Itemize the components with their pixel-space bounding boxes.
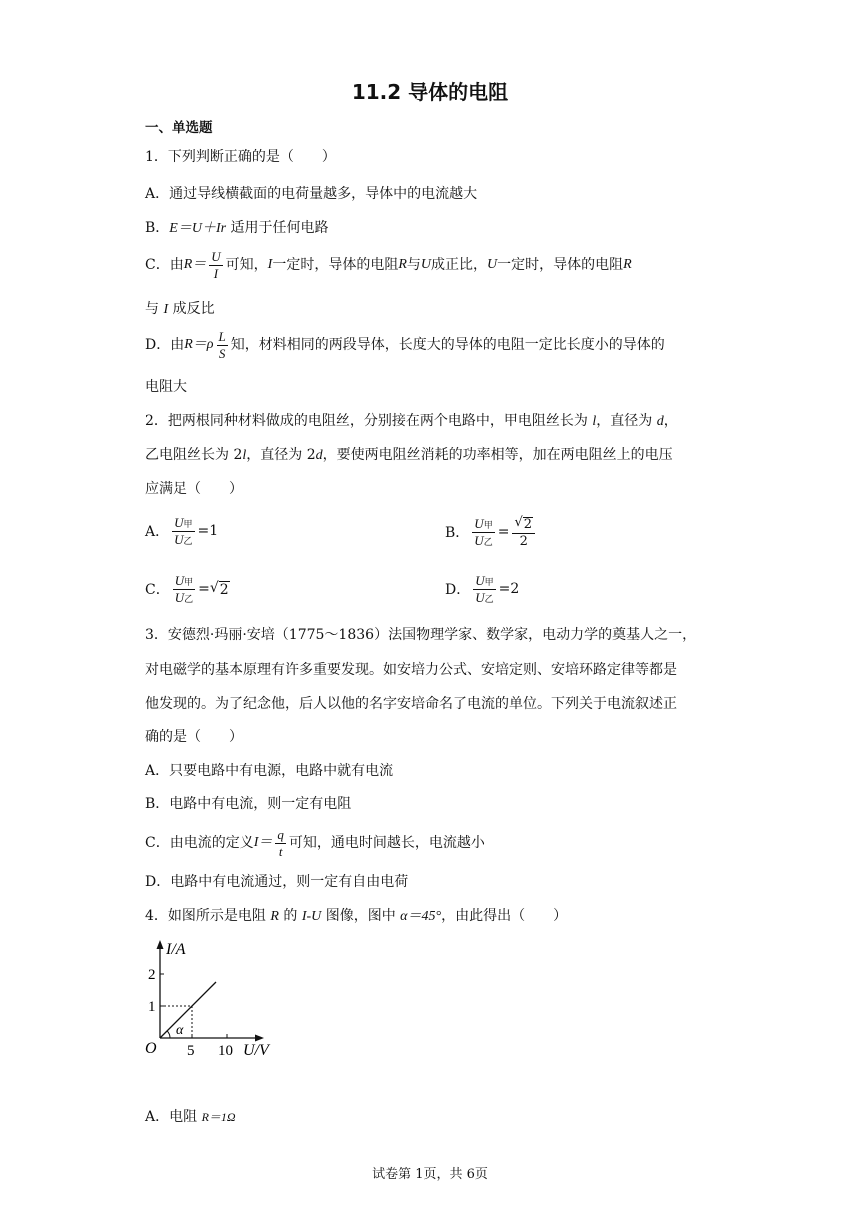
q1-c-label: C．由 (145, 257, 184, 274)
q3-option-d: D．电路中有电流通过，则一定有自由电荷 (145, 874, 409, 890)
q1-stem: 1．下列判断正确的是（ ） (145, 149, 336, 165)
q1-d-fraction: $\frac{L}{S}$ (218, 329, 226, 361)
q2-option-c: C． $\frac{\text{U甲}}{\text{U乙}}$ = √ 2 (145, 573, 229, 605)
q1-option-b (145, 221, 329, 236)
y-tick-label-2: 2 (148, 967, 156, 983)
q1-option-d-cont: 电阻大 (145, 379, 187, 395)
angle-label: α (176, 1023, 184, 1038)
alpha-arc (167, 1031, 170, 1038)
q3-option-b: B．电路中有电流，则一定有电阻 (145, 796, 352, 812)
q1-d-formula: R＝ρ (184, 337, 214, 353)
q1-d-label: D．由 (145, 337, 185, 354)
q1-b-formula: E＝U＋Ir (169, 221, 227, 236)
q3-stem-line4: 确的是（ ） (145, 729, 243, 745)
q2-option-d: D． $\frac{\text{U甲}}{\text{U乙}}$ = 2 (445, 573, 520, 605)
q2-option-a: A． $\frac{\text{U甲}}{\text{U乙}}$ = 1 (145, 515, 219, 547)
origin-label: O (145, 1040, 157, 1057)
section-heading: 一、单选题 (145, 120, 213, 136)
x-tick-label-5: 5 (187, 1043, 195, 1059)
q4-stem: 4．如图所示是电阻 R 的 I-U 图像，图中 α＝45°，由此得出（ ） (145, 908, 568, 924)
q1-option-d: D．由 R＝ρ $\frac{L}{S}$ 知，材料相同的两段导体，长度大的导体的电阻一定比长度小的导体的 (145, 329, 665, 361)
x-tick-label-10: 10 (218, 1043, 233, 1059)
q4-option-a: A．电阻 R＝1Ω (145, 1109, 236, 1125)
y-tick-label-1: 1 (148, 999, 156, 1015)
q2-stem-line1: 2．把两根同种材料做成的电阻丝，分别接在两个电路中，甲电阻丝长为 l，直径为 d， (145, 413, 678, 429)
q3-stem-line2: 对电磁学的基本原理有许多重要发现。如安培力公式、安培定则、安培环路定律等都是 (145, 662, 677, 678)
y-axis-label: I/A (166, 941, 186, 958)
q3-stem-line3: 他发现的。为了纪念他，后人以他的名字安培命名了电流的单位。下列关于电流叙述正 (145, 696, 677, 712)
iu-graph (140, 938, 290, 1063)
q1-option-c: C．由 R＝ $\frac{U}{I}$ 可知， I 一定时，导体的电阻 R 与 U 成正比， U 一定时，导体的电阻 R (145, 249, 632, 281)
q3-option-c: C．由电流的定义 I＝ $\frac{q}{t}$ 可知，通电时间越长，电流越小 (145, 827, 485, 859)
iu-line (160, 982, 216, 1038)
q2-option-b: B． $\frac{\text{U甲}}{\text{U乙}}$ = √ 2 2 (445, 516, 538, 548)
q2-stem-line2: 乙电阻丝长为 2l，直径为 2d，要使两电阻丝消耗的功率相等，加在两电阻丝上的电压 (145, 447, 673, 463)
page-title: 11.2 导体的电阻 (351, 80, 509, 104)
x-axis-arrow (255, 1035, 264, 1042)
q1-b-label: B． (145, 220, 170, 236)
q1-option-a: A．通过导线横截面的电荷量越多，导体中的电流越大 (145, 186, 478, 202)
q1-c-formula: R＝ (183, 257, 207, 273)
q2-stem-line3: 应满足（ ） (145, 481, 243, 497)
q1-c-fraction: $\frac{U}{I}$ (211, 249, 221, 281)
q1-b-text: 适用于任何电路 (226, 220, 329, 236)
q1-option-c-cont: 与 I 成反比 (145, 301, 215, 317)
page-footer: 试卷第 1页，共 6页 (372, 1167, 488, 1182)
y-axis-arrow (157, 940, 164, 949)
q3-stem-line1: 3．安德烈·玛丽·安培（1775～1836）法国物理学家、数学家，电动力学的奠基人之一， (145, 627, 697, 643)
x-axis-label: U/V (243, 1042, 269, 1059)
q3-option-a: A．只要电路中有电源，电路中就有电流 (145, 763, 394, 779)
